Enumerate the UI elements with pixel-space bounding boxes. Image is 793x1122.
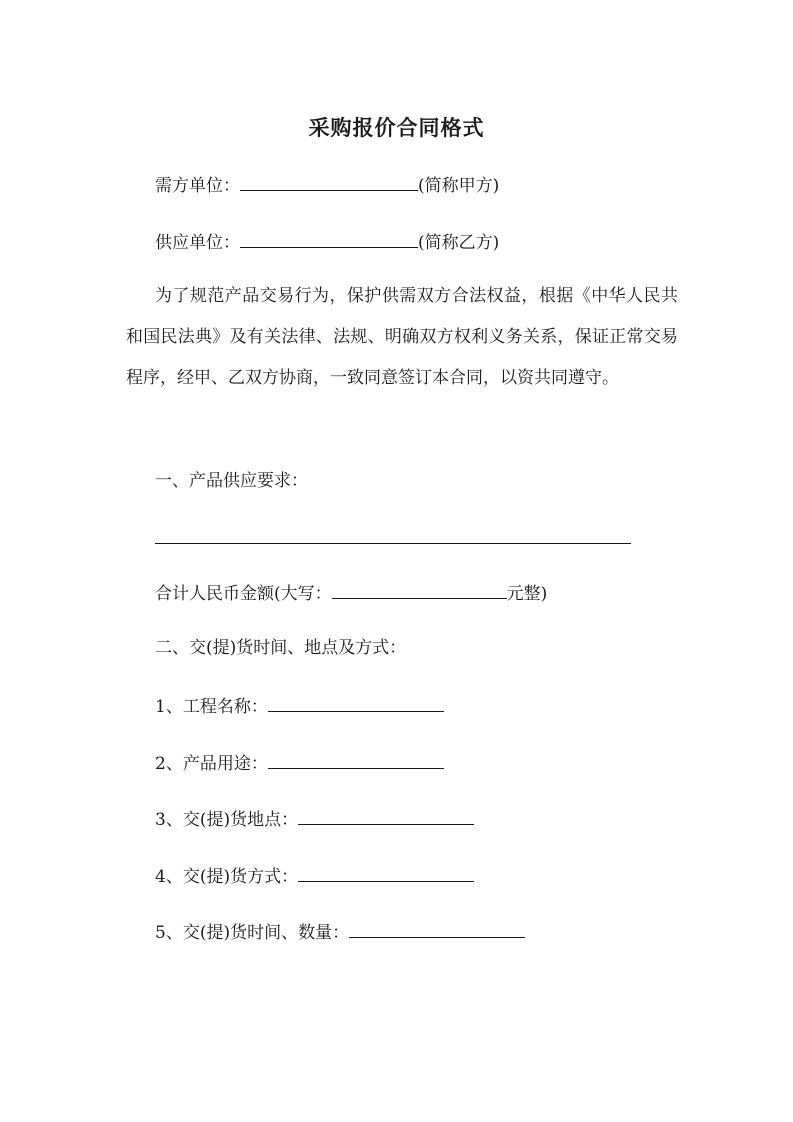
product-requirement-blank[interactable] — [155, 543, 631, 544]
item-project-name — [155, 693, 444, 719]
delivery-method-blank[interactable] — [298, 863, 474, 882]
item-delivery-time-quantity — [155, 919, 525, 945]
item-delivery-method — [155, 863, 474, 889]
supplier-suffix: (简称乙方) — [418, 233, 500, 253]
buyer-blank[interactable] — [240, 172, 418, 191]
section2-heading: 二、交(提)货时间、地点及方式： — [155, 638, 407, 658]
supplier-blank[interactable] — [240, 229, 418, 248]
section1-heading: 一、产品供应要求： — [155, 471, 308, 491]
item-label: 1、工程名称： — [155, 697, 268, 717]
document-title: 采购报价合同格式 — [308, 115, 485, 140]
project-name-blank[interactable] — [268, 693, 444, 712]
intro-paragraph: 为了规范产品交易行为，保护供需双方合法权益，根据《中华人民共和国民法典》及有关法律、法规、明确双方权利义务关系，保证正常交易程序，经甲、乙双方协商，一致同意签订本合同，以资共同遵守。 — [126, 286, 678, 388]
buyer-line — [155, 172, 499, 198]
total-amount-line — [155, 580, 547, 606]
total-amount-label: 合计人民币金额(大写： — [155, 584, 332, 604]
total-amount-blank[interactable] — [332, 580, 507, 599]
delivery-time-quantity-blank[interactable] — [349, 919, 525, 938]
buyer-label: 需方单位： — [155, 176, 240, 196]
item-label: 2、产品用途： — [155, 754, 268, 774]
product-use-blank[interactable] — [268, 750, 444, 769]
item-label: 3、交(提)货地点： — [155, 810, 299, 830]
supplier-line — [155, 229, 499, 255]
item-product-use — [155, 750, 444, 776]
delivery-place-blank[interactable] — [298, 806, 474, 825]
supplier-label: 供应单位： — [155, 233, 240, 253]
total-amount-suffix: 元整) — [506, 584, 548, 604]
item-delivery-place — [155, 806, 474, 832]
item-label: 4、交(提)货方式： — [155, 867, 299, 887]
buyer-suffix: (简称甲方) — [418, 176, 500, 196]
item-label: 5、交(提)货时间、数量： — [155, 923, 350, 943]
